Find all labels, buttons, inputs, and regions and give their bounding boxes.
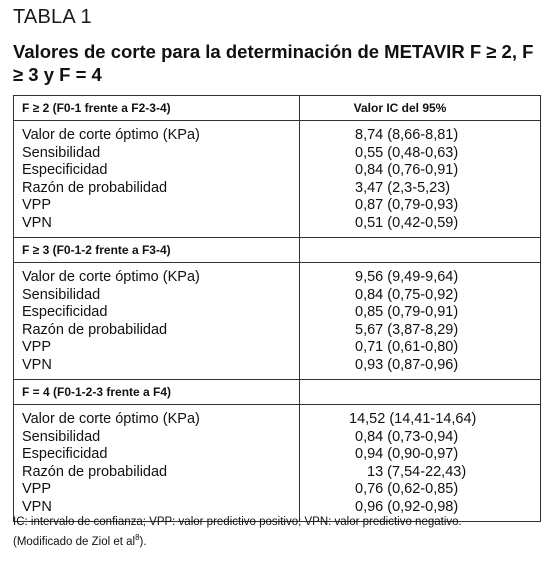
column-header [299, 238, 540, 262]
row-value: 3,47 (2,3-5,23) [355, 179, 451, 196]
row-value: 0,93 (0,87-0,96) [355, 356, 459, 373]
section-body [14, 405, 540, 521]
table-title: Valores de corte para la determinación de METAVIR F ≥ 2, F ≥ 3 y F = 4 [13, 41, 534, 85]
row-value: 0,84 (0,75-0,92) [355, 286, 459, 303]
row-label: Especificidad [22, 162, 108, 178]
row-label: Sensibilidad [22, 286, 101, 303]
row-label: Razón de probabilidad [22, 463, 168, 480]
footnote-citation-end: ). [139, 535, 147, 548]
row-label: Razón de probabilidad [22, 179, 168, 196]
row-label: VPP [22, 339, 52, 355]
row-value: 14,52 (14,41-14,64) [349, 411, 477, 427]
data-table [13, 95, 541, 522]
row-value: 0,51 (0,42-0,59) [355, 214, 459, 231]
row-label: Especificidad [22, 446, 108, 462]
row-value: 0,94 (0,90-0,97) [355, 446, 459, 462]
row-value: 0,76 (0,62-0,85) [355, 481, 459, 497]
row-label: VPN [22, 214, 52, 231]
row-label: VPN [22, 356, 52, 373]
section-header-label: F ≥ 2 (F0-1 frente a F2-3-4) [22, 101, 171, 115]
row-value: 0,87 (0,79-0,93) [355, 197, 459, 213]
row-label: Especificidad [22, 304, 108, 320]
section-header [14, 380, 540, 405]
section-header [14, 96, 540, 121]
section-header [14, 238, 540, 263]
footnote-line: IC: intervalo de confianza; VPP: valor predictivo positivo; VPN: valor predictivo negativo. [13, 516, 462, 528]
row-value: 9,56 (9,49-9,64) [355, 269, 459, 285]
footnote-citation-text: (Modificado de Ziol et al [13, 535, 136, 548]
row-label: VPP [22, 197, 52, 213]
row-label: Valor de corte óptimo (KPa) [22, 269, 200, 285]
row-value: 0,55 (0,48-0,63) [355, 144, 459, 161]
row-label: Valor de corte óptimo (KPa) [22, 127, 200, 143]
row-label: Razón de probabilidad [22, 321, 168, 338]
footnote-reference-number: 8 [135, 533, 140, 542]
row-label: VPN [22, 498, 52, 515]
section-body [14, 121, 540, 238]
row-value: 13 (7,54-22,43) [367, 463, 467, 480]
column-header: Valor IC del 95% [299, 96, 540, 120]
footnote-citation [13, 530, 541, 550]
row-value: 5,67 (3,87-8,29) [355, 321, 459, 338]
row-value: 0,85 (0,79-0,91) [355, 304, 459, 320]
row-value: 0,96 (0,92-0,98) [355, 498, 459, 515]
row-label: Sensibilidad [22, 144, 101, 161]
section-header-label: F ≥ 3 (F0-1-2 frente a F3-4) [22, 243, 171, 257]
column-header [299, 380, 540, 404]
row-value: 0,84 (0,76-0,91) [355, 162, 459, 178]
footnote [13, 515, 541, 550]
section-header-label: F = 4 (F0-1-2-3 frente a F4) [22, 385, 172, 399]
row-value: 0,71 (0,61-0,80) [355, 339, 459, 355]
row-value: 0,84 (0,73-0,94) [355, 428, 459, 445]
row-label: Valor de corte óptimo (KPa) [22, 411, 200, 427]
row-value: 8,74 (8,66-8,81) [355, 127, 459, 143]
table-label: TABLA 1 [13, 6, 92, 28]
section-body [14, 263, 540, 380]
row-label: Sensibilidad [22, 428, 101, 445]
row-label: VPP [22, 481, 52, 497]
